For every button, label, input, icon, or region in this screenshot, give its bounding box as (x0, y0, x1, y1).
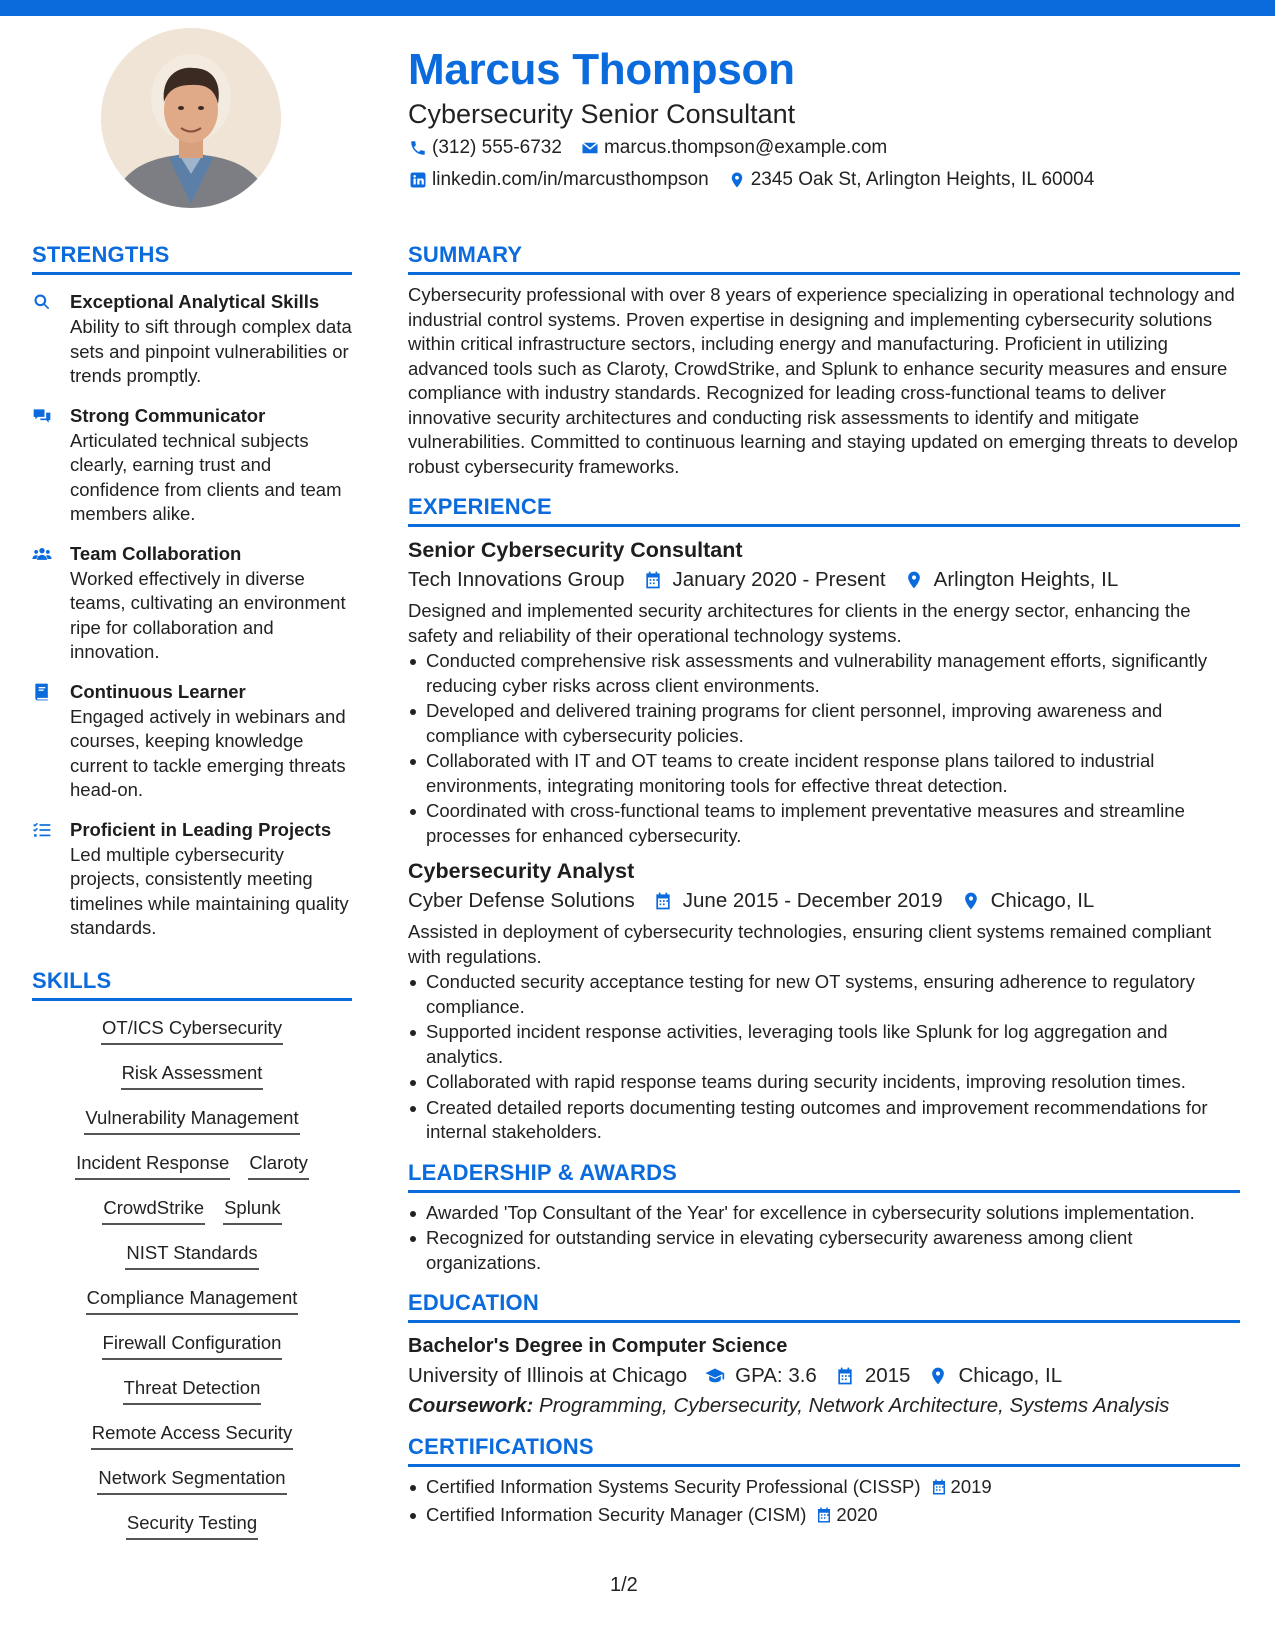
certifications-list (408, 1475, 1240, 1527)
skill-tag: Threat Detection (123, 1375, 262, 1405)
strength-desc: Led multiple cybersecurity projects, consistently meeting timelines while maintaining quality standards. (70, 843, 349, 938)
contact-row-1 (408, 134, 1248, 162)
award-item: Recognized for outstanding service in elevating cybersecurity awareness among client organizations. (408, 1226, 1240, 1275)
strength-desc: Worked effectively in diverse teams, cultivating an environment ripe for collaboration and innovation. (70, 567, 346, 662)
strength-item (32, 817, 352, 941)
coursework-label: Coursework: (408, 1394, 534, 1417)
skill-tag: Vulnerability Management (84, 1105, 299, 1135)
calendar-icon (833, 1365, 857, 1387)
calendar-icon (641, 569, 665, 591)
bullet-item: Collaborated with IT and OT teams to create incident response plans tailored to industrial environments, integrating monitoring tools for effective threat detection. (408, 749, 1240, 798)
skill-row (32, 1105, 352, 1150)
skill-row (32, 1465, 352, 1510)
certification-name: Certified Information Systems Security Professional (CISSP) (426, 1476, 921, 1497)
top-accent-bar (0, 0, 1275, 16)
email-item[interactable] (580, 134, 887, 162)
strength-title: Strong Communicator (70, 404, 266, 426)
skill-tag: CrowdStrike (102, 1195, 205, 1225)
linkedin-text[interactable]: linkedin.com/in/marcusthompson (432, 169, 709, 190)
location-pin-icon (926, 1365, 950, 1387)
skill-tag: NIST Standards (125, 1240, 258, 1270)
strengths-heading: STRENGTHS (32, 241, 352, 275)
skill-tag: OT/ICS Cybersecurity (101, 1015, 283, 1045)
strength-desc: Articulated technical subjects clearly, earning trust and confidence from clients and team members alike. (70, 429, 342, 524)
awards-list (408, 1201, 1240, 1276)
skill-tag: Risk Assessment (121, 1060, 264, 1090)
strength-item (32, 541, 352, 665)
users-icon (32, 541, 70, 665)
job-entry (408, 535, 1240, 848)
job-company: Cyber Defense Solutions (408, 889, 635, 912)
award-item: Awarded 'Top Consultant of the Year' for excellence in cybersecurity solutions implementation. (408, 1201, 1240, 1226)
grad-year: 2015 (864, 1364, 911, 1387)
skill-tag: Incident Response (75, 1150, 230, 1180)
strength-desc: Ability to sift through complex data sets and pinpoint vulnerabilities or trends promptly. (70, 316, 352, 386)
calendar-icon (929, 1477, 949, 1497)
coursework-text: Programming, Cybersecurity, Network Architecture, Systems Analysis (539, 1394, 1170, 1417)
job-bullets (408, 970, 1240, 1145)
coursework (408, 1391, 1240, 1421)
bullet-item: Created detailed reports documenting testing outcomes and improvement recommendations for internal stakeholders. (408, 1096, 1240, 1145)
skill-tag: Claroty (248, 1150, 309, 1180)
job-description: Assisted in deployment of cybersecurity technologies, ensuring client systems remained compliant with regulations. (408, 921, 1212, 967)
job-meta (408, 565, 1240, 595)
education-heading: EDUCATION (408, 1289, 1240, 1323)
skills-list (32, 1015, 352, 1555)
certifications-heading: CERTIFICATIONS (408, 1433, 1240, 1467)
skills-heading: SKILLS (32, 967, 352, 1001)
right-column (408, 241, 1240, 1527)
school-name: University of Illinois at Chicago (408, 1364, 688, 1387)
page-number: 1/2 (610, 1574, 638, 1596)
skill-row (32, 1015, 352, 1060)
skill-row (32, 1420, 352, 1465)
bullet-item: Coordinated with cross-functional teams to implement preventative measures and streamline processes for enhanced cybersecurity. (408, 799, 1240, 848)
strength-desc: Engaged actively in webinars and courses, keeping knowledge current to tackle emerging threats head-on. (70, 705, 346, 800)
bullet-item: Conducted comprehensive risk assessments and vulnerability management efforts, significantly reducing cyber risks across client environments. (408, 649, 1240, 698)
summary-heading: SUMMARY (408, 241, 1240, 275)
job-title: Senior Cybersecurity Consultant (408, 538, 743, 562)
graduation-cap-icon (703, 1365, 727, 1387)
skill-row (32, 1375, 352, 1420)
calendar-icon (814, 1505, 834, 1525)
contact-row-2 (408, 166, 1248, 194)
job-dates-item (641, 565, 886, 595)
job-entry (408, 856, 1240, 1145)
left-column (32, 241, 352, 1555)
header (408, 42, 1248, 194)
linkedin-icon (408, 170, 428, 190)
job-company: Tech Innovations Group (408, 568, 625, 591)
job-location: Arlington Heights, IL (933, 568, 1119, 591)
envelope-icon (580, 138, 600, 158)
skill-tag: Compliance Management (86, 1285, 299, 1315)
skill-row (32, 1195, 352, 1240)
skill-row (32, 1510, 352, 1555)
job-description: Designed and implemented security architectures for clients in the energy sector, enhancing the safety and reliability of their operational technology systems. (408, 600, 1191, 646)
certification-name: Certified Information Security Manager (CISM) (426, 1503, 807, 1525)
job-dates: June 2015 - December 2019 (682, 889, 943, 912)
bullet-item: Conducted security acceptance testing for new OT systems, ensuring adherence to regulatory compliance. (408, 970, 1240, 1019)
education-meta (408, 1361, 1240, 1391)
location-pin-icon (902, 569, 926, 591)
job-location-item (902, 565, 1119, 595)
strength-title: Proficient in Leading Projects (70, 818, 332, 840)
candidate-title: Cybersecurity Senior Consultant (408, 99, 796, 129)
book-icon (32, 679, 70, 803)
calendar-icon (651, 890, 675, 912)
summary-text: Cybersecurity professional with over 8 years of experience specializing in operational technology and industrial control systems. Proven expertise in designing and implementing cybersecurity solutions within critical infrastructure sectors, including energy and manufacturing. Proficient in utilizing advanced tools such as Claroty, CrowdStrike, and Splunk to enhance security measures and ensure compliance with industry standards. Recognized for leading cross-functional teams to deliver innovative security architectures and conducting risk assessments to identify and mitigate vulnerabilities. Committed to continuous learning and staying updated on emerging threats to develop robust cybersecurity frameworks. (408, 284, 1238, 477)
education-entry (408, 1331, 1240, 1421)
gpa-item (703, 1361, 817, 1391)
skill-tag: Firewall Configuration (102, 1330, 283, 1360)
bullet-item: Collaborated with rapid response teams during security incidents, improving resolution times. (408, 1070, 1240, 1095)
phone-text: (312) 555-6732 (432, 137, 562, 158)
skill-row (32, 1150, 352, 1195)
skill-row (32, 1285, 352, 1330)
list-check-icon (32, 817, 70, 941)
email-text[interactable]: marcus.thompson@example.com (603, 137, 888, 158)
strength-title: Team Collaboration (70, 542, 242, 564)
skill-tag: Security Testing (126, 1510, 258, 1540)
strength-item (32, 289, 352, 389)
certification-item (408, 1475, 1240, 1500)
job-dates-item (651, 886, 943, 916)
phone-item (408, 134, 562, 162)
awards-heading: LEADERSHIP & AWARDS (408, 1159, 1240, 1193)
job-title: Cybersecurity Analyst (408, 859, 635, 883)
certification-year: 2020 (836, 1503, 878, 1525)
education-location: Chicago, IL (958, 1364, 1063, 1387)
chat-icon (32, 403, 70, 527)
strength-item (32, 679, 352, 803)
strength-title: Continuous Learner (70, 680, 246, 702)
strength-item (32, 403, 352, 527)
location-pin-icon (727, 170, 747, 190)
linkedin-item[interactable] (408, 166, 709, 194)
gpa-text: GPA: 3.6 (735, 1364, 817, 1387)
location-pin-icon (959, 890, 983, 912)
certification-item (408, 1503, 1240, 1528)
skill-tag: Remote Access Security (91, 1420, 294, 1450)
profile-photo (101, 28, 281, 208)
phone-icon (408, 138, 428, 158)
candidate-name: Marcus Thompson (408, 45, 795, 94)
certification-year: 2019 (950, 1476, 992, 1497)
job-location-item (959, 886, 1095, 916)
job-dates: January 2020 - Present (672, 568, 886, 591)
strength-title: Exceptional Analytical Skills (70, 291, 320, 312)
skill-tag: Splunk (223, 1195, 282, 1225)
skill-row (32, 1330, 352, 1375)
skill-row (32, 1240, 352, 1285)
skill-row (32, 1060, 352, 1105)
bullet-item: Supported incident response activities, leveraging tools like Splunk for log aggregation and analytics. (408, 1020, 1240, 1069)
job-location: Chicago, IL (990, 889, 1095, 912)
address-text: 2345 Oak St, Arlington Heights, IL 60004 (750, 169, 1095, 190)
skill-tag: Network Segmentation (97, 1465, 286, 1495)
address-item (727, 166, 1095, 194)
job-meta (408, 886, 1240, 916)
search-icon (32, 289, 70, 389)
grad-year-item (833, 1361, 911, 1391)
experience-heading: EXPERIENCE (408, 493, 1240, 527)
education-location-item (926, 1361, 1062, 1391)
degree-title: Bachelor's Degree in Computer Science (408, 1335, 788, 1357)
bullet-item: Developed and delivered training programs for client personnel, improving awareness and compliance with cybersecurity policies. (408, 699, 1240, 748)
job-bullets (408, 649, 1240, 848)
